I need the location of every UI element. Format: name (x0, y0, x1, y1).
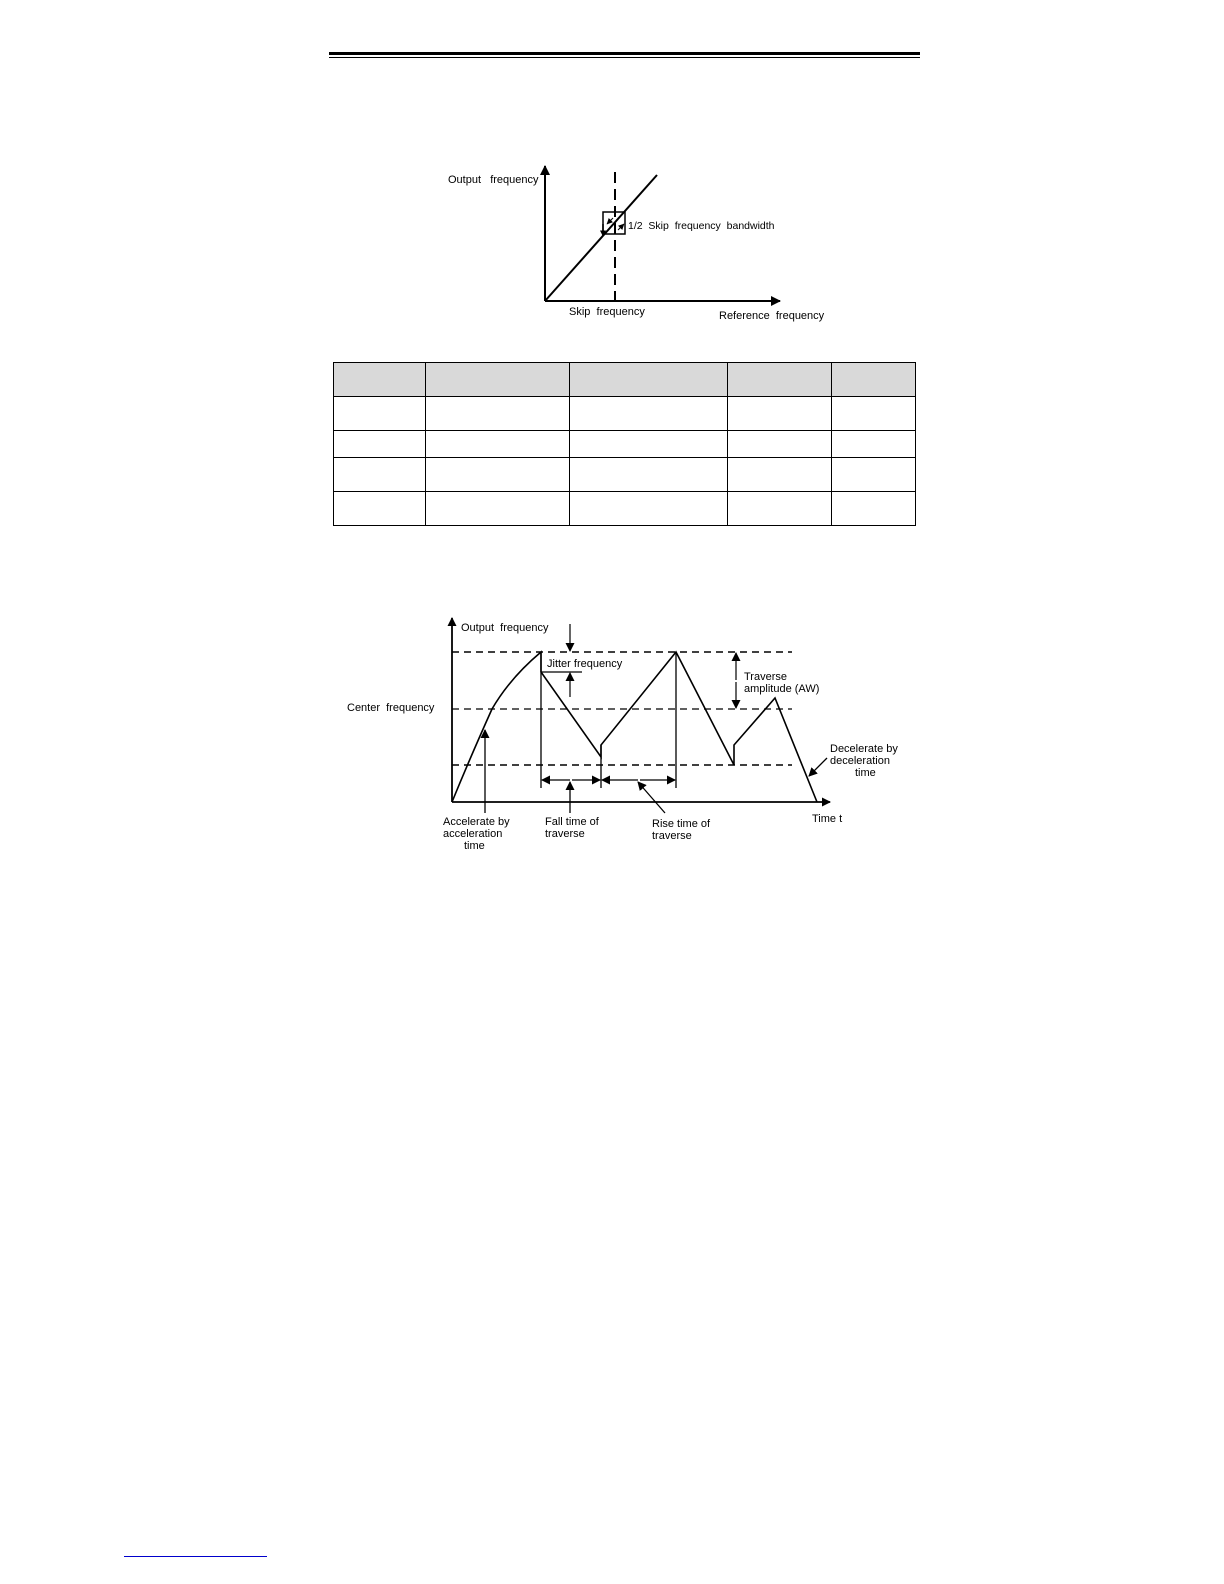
table-cell (334, 397, 426, 431)
table-cell (334, 431, 426, 458)
table-cell (832, 431, 916, 458)
table-cell (728, 492, 832, 526)
table-cell (426, 431, 570, 458)
header-cell (426, 363, 570, 397)
y-axis-label: Output frequency (448, 174, 539, 186)
header-cell (728, 363, 832, 397)
accelerate-label-line2: acceleration (443, 828, 503, 840)
rise-time-pointer (638, 782, 665, 813)
x-axis-label: Reference frequency (719, 310, 825, 322)
table-cell (334, 492, 426, 526)
bandwidth-label: 1/2 Skip frequency bandwidth (628, 220, 775, 232)
output-line (545, 175, 657, 301)
table-cell (570, 431, 728, 458)
header-rule-thin (329, 57, 920, 58)
table-cell (832, 492, 916, 526)
table-cell (334, 458, 426, 492)
decelerate-pointer (809, 758, 827, 776)
table-cell (570, 492, 728, 526)
table-row (334, 492, 916, 526)
table-cell (570, 458, 728, 492)
decelerate-label-line3: time (855, 767, 876, 779)
accelerate-label-line1: Accelerate by (443, 816, 510, 828)
table-cell (728, 458, 832, 492)
table-cell (728, 397, 832, 431)
header-rule-thick (329, 52, 920, 55)
y-axis-label: Output frequency (461, 622, 549, 634)
traverse-figure (340, 610, 910, 850)
time-axis-label: Time t (812, 813, 843, 825)
table-row (334, 431, 916, 458)
jitter-frequency-label: Jitter frequency (547, 658, 623, 670)
rise-time-label-line2: traverse (652, 830, 692, 842)
skip-frequency-label: Skip frequency (569, 306, 645, 318)
table-cell (426, 458, 570, 492)
parameter-table (333, 362, 916, 526)
accelerate-label-line3: time (464, 840, 485, 852)
table-cell (570, 397, 728, 431)
table-cell (426, 397, 570, 431)
half-band-arrow-left (607, 218, 613, 224)
center-frequency-label: Center frequency (347, 702, 435, 714)
traverse-label-line2: amplitude (AW) (744, 683, 820, 695)
decelerate-label-line1: Decelerate by (830, 743, 898, 755)
fall-time-label-line1: Fall time of (545, 816, 599, 828)
table-header-row (334, 363, 916, 397)
table-cell (832, 458, 916, 492)
header-cell (570, 363, 728, 397)
table-cell (832, 397, 916, 431)
traverse-label-line1: Traverse (744, 671, 787, 683)
half-band-arrow-right (618, 224, 624, 230)
rise-time-label-line1: Rise time of (652, 818, 711, 830)
decelerate-label-line2: deceleration (830, 755, 890, 767)
header-cell (832, 363, 916, 397)
table-row (334, 397, 916, 431)
table-cell (728, 431, 832, 458)
header-cell (334, 363, 426, 397)
footnote-rule (124, 1556, 267, 1557)
table-cell (426, 492, 570, 526)
fall-time-label-line2: traverse (545, 828, 585, 840)
skip-frequency-figure (440, 160, 830, 330)
table-row (334, 458, 916, 492)
